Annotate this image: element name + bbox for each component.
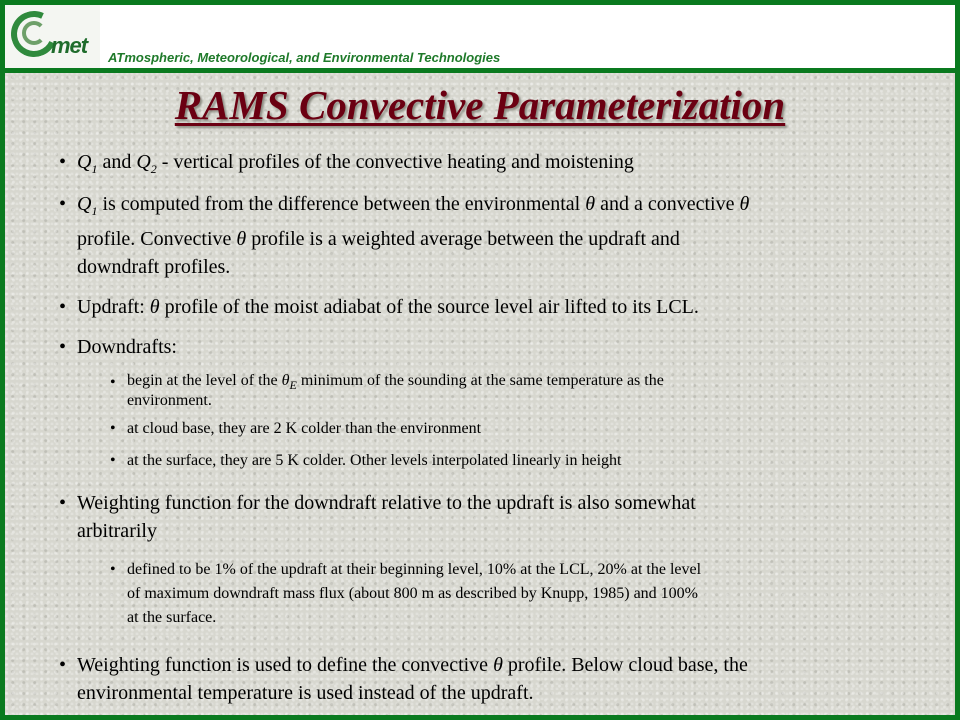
bullet-line: at the surface. <box>127 609 217 626</box>
amet-logo <box>5 5 100 68</box>
q2-symbol: Q <box>136 151 151 173</box>
bullet-text: Updraft: <box>77 296 150 318</box>
theta-symbol: θ <box>236 228 247 250</box>
bullet-line <box>77 190 917 225</box>
bullet-text: and a convective <box>595 193 740 215</box>
header-tagline: ATmospheric, Meteorological, and Environmental Technologies <box>108 50 501 65</box>
theta-symbol: θ <box>149 296 160 318</box>
q1-symbol: Q <box>77 193 92 215</box>
header-bar <box>5 5 955 73</box>
bullet-line: arbitrarily <box>77 520 157 542</box>
bullet-text: is computed from the difference between the environmental <box>97 193 586 215</box>
theta-symbol: θ <box>739 193 750 215</box>
bullet-text: profile. Convective <box>77 228 237 250</box>
bullet-text: Downdrafts: <box>77 336 177 358</box>
bullet-line: of maximum downdraft mass flux (about 800 m as described by Knupp, 1985) and 100% <box>127 585 699 602</box>
bullet-text: at the surface, they are 5 K colder. Other levels interpolated linearly in height <box>127 452 622 469</box>
q1-subscript: 1 <box>91 204 98 218</box>
bullet-text: and <box>97 151 137 173</box>
bullet-text: minimum of the sounding at the same temperature as the <box>296 372 664 389</box>
bullet-line: environmental temperature is used instead of the updraft. <box>77 682 534 704</box>
q2-subscript: 2 <box>150 162 157 176</box>
bullet-text: profile of the moist adiabat of the source level air lifted to its LCL. <box>159 296 699 318</box>
q1-symbol: Q <box>77 151 92 173</box>
bullet-q1-computed: • $Q_1$ is computed from the difference between the environmental θ and a convective θ profile. Convective θ profile is a weighted average between the updraft and downdraft profiles. <box>77 190 917 281</box>
bullet-line: environment. <box>127 392 212 410</box>
bullet-convective-profile: • Weighting function is used to define the convective θ profile. Below cloud base, the environmental temperature is used instead of the updraft. <box>77 651 927 707</box>
subbullet-surface: • at the surface, they are 5 K colder. Other levels interpolated linearly in height <box>110 452 622 469</box>
bullet-text: at cloud base, they are 2 K colder than the environment <box>127 420 482 437</box>
bullet-weighting: • Weighting function for the downdraft relative to the updraft is also somewhat arbitrarily <box>77 489 917 545</box>
slide-title: RAMS Convective Parameterization <box>174 82 786 128</box>
bullet-text: begin at the level of the <box>127 372 282 389</box>
bullet-updraft: • Updraft: θ profile of the moist adiabat of the source level air lifted to its LCL. <box>59 296 699 318</box>
bullet-line <box>127 373 887 393</box>
bullet-line <box>77 225 917 253</box>
logo-text: met <box>51 33 88 58</box>
theta-symbol: θ <box>281 372 290 389</box>
theta-symbol: θ <box>585 193 596 215</box>
theta-e-subscript: E <box>289 378 297 393</box>
bullet-text: profile is a weighted average between the updraft and <box>246 228 680 250</box>
bullet-text: Weighting function is used to define the convective <box>77 654 494 676</box>
theta-symbol: θ <box>493 654 503 676</box>
bullet-text: profile. Below cloud base, the <box>502 654 748 676</box>
logo-inner-swirl-icon <box>22 21 46 45</box>
subbullet-cloud-base: • at cloud base, they are 2 K colder than the environment <box>110 420 482 437</box>
bullet-downdrafts: • Downdrafts: <box>59 336 177 358</box>
q1-subscript: 1 <box>91 162 98 176</box>
bullet-line: downdraft profiles. <box>77 256 231 278</box>
bullet-text: - vertical profiles of the convective heating and moistening <box>156 151 634 173</box>
bullet-q1-q2: • $Q_1$ and $Q_2$ - vertical profiles of the convective heating and moistening <box>59 151 634 176</box>
subbullet-defined: • defined to be 1% of the updraft at their beginning level, 10% at the LCL, 20% at the level of maximum downdraft mass flux (about 800 m as described by Knupp, 1985) and 100% at the surface. <box>127 558 907 630</box>
bullet-line: defined to be 1% of the updraft at their beginning level, 10% at the LCL, 20% at the level <box>127 561 702 578</box>
bullet-line <box>77 651 927 679</box>
subbullet-begin-level: • begin at the level of the $\theta_E$ minimum of the sounding at the same temperature as the environment. <box>127 373 887 409</box>
bullet-line: Weighting function for the downdraft relative to the updraft is also somewhat <box>77 492 696 514</box>
